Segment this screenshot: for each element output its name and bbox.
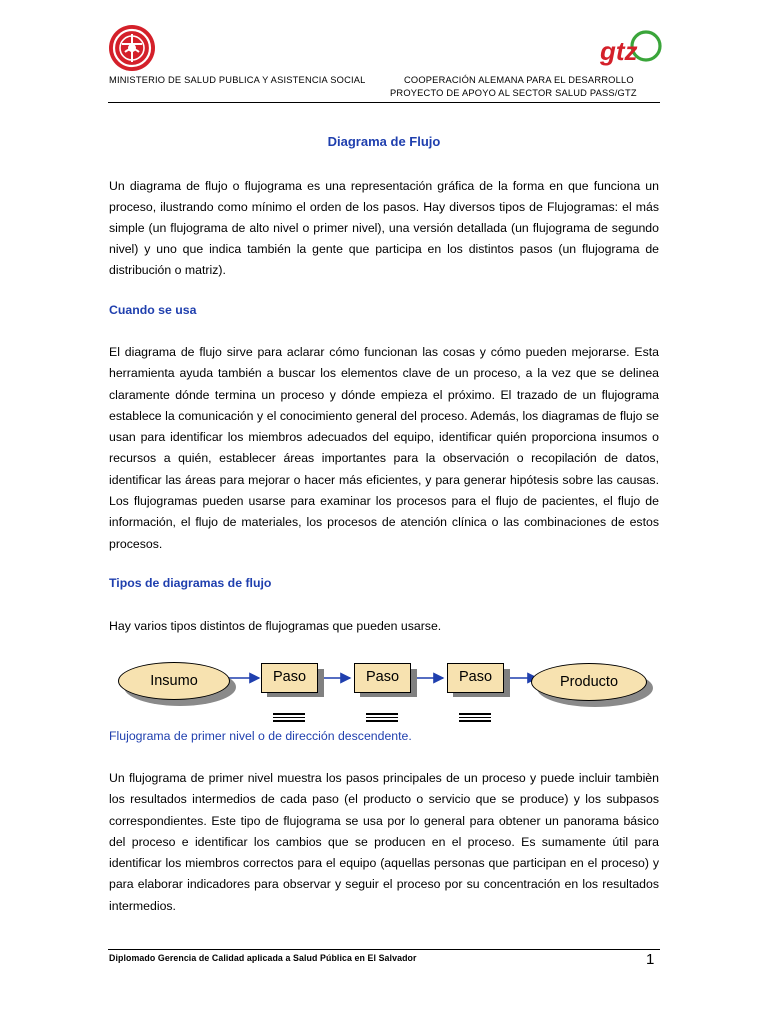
project-name: PROYECTO DE APOYO AL SECTOR SALUD PASS/GTZ <box>390 88 637 98</box>
svg-text:gtz: gtz <box>600 36 638 66</box>
footer-divider <box>108 949 660 950</box>
gtz-logo <box>598 26 662 70</box>
intro-paragraph: Un diagrama de flujo o flujograma es una representación gráfica de la forma en que funciona un proceso, ilustrando como mínimo el orden de los pasos. Hay diversos tipos de Flujogramas: el más simple (un flujograma de alto nivel o primer nivel), una versión detallada (un flujograma de segundo nivel) y uno que indica también la gente que participa en los distintos pasos (un flujograma de distribución o matriz). <box>109 179 659 277</box>
step-2-node: Paso <box>354 663 411 693</box>
step-3-substeps <box>459 713 491 722</box>
cooperation-name: COOPERACIÓN ALEMANA PARA EL DESARROLLO <box>404 75 634 85</box>
step-1-substeps <box>273 713 305 722</box>
step-1-node: Paso <box>261 663 318 693</box>
producto-node: Producto <box>531 663 647 701</box>
step-3-node: Paso <box>447 663 504 693</box>
insumo-node: Insumo <box>118 662 230 700</box>
tipos-heading: Tipos de diagramas de flujo <box>109 576 272 590</box>
page-title: Diagrama de Flujo <box>327 134 441 149</box>
tipos-paragraph: Hay varios tipos distintos de flujogramas que pueden usarse. <box>109 619 442 633</box>
cuando-paragraph: El diagrama de flujo sirve para aclarar cómo funcionan las cosas y cómo pueden mejorarse. Esta herramienta ayuda también a buscar los elementos clave de un proceso, a la vez que se delinea claramente dónde termina un proceso y dónde empieza el próximo. El trazado de un flujograma establece la comunicación y el conocimiento general del proceso. Además, los diagramas de flujo se usan para identificar los miembros adecuados del equipo, identificar quién proporciona insumos o recursos a quién, establecer áreas importantes para la observación o recopilación de datos, identificar las áreas para mejorar o hacer más eficientes, y para generar hipótesis sobre las causas. Los flujogramas pueden usarse para examinar los procesos para el flujo de pacientes, el flujo de información, el flujo de materiales, los procesos de atención clínica o las combinaciones de estos procesos. <box>109 345 659 551</box>
page-number: 1 <box>646 951 655 968</box>
primer-nivel-paragraph: Un flujograma de primer nivel muestra los pasos principales de un proceso y puede incluir tambièn los resultados intermedios de cada paso (el producto o servicio que se produce) y los subpasos correspondientes. Este tipo de flujograma se usa por lo general para obtener un panorama básico del proceso e identificar los cambios que se producen en el proceso. Es sumamente útil para identificar los miembros correctos para el equipo (aquellas personas que participan en el proceso) y para elaborar indicadores para observar y seguir el proceso por su concentración en los resultados intermedios. <box>109 771 659 913</box>
ministerio-seal-icon <box>108 24 156 72</box>
diagram-caption: Flujograma de primer nivel o de dirección descendente. <box>109 729 412 743</box>
ministry-name: MINISTERIO DE SALUD PUBLICA Y ASISTENCIA SOCIAL <box>109 75 366 85</box>
footer-text: Diplomado Gerencia de Calidad aplicada a Salud Pública en El Salvador <box>109 953 417 963</box>
header-divider <box>108 102 660 103</box>
step-2-substeps <box>366 713 398 722</box>
cuando-heading: Cuando se usa <box>109 303 197 317</box>
